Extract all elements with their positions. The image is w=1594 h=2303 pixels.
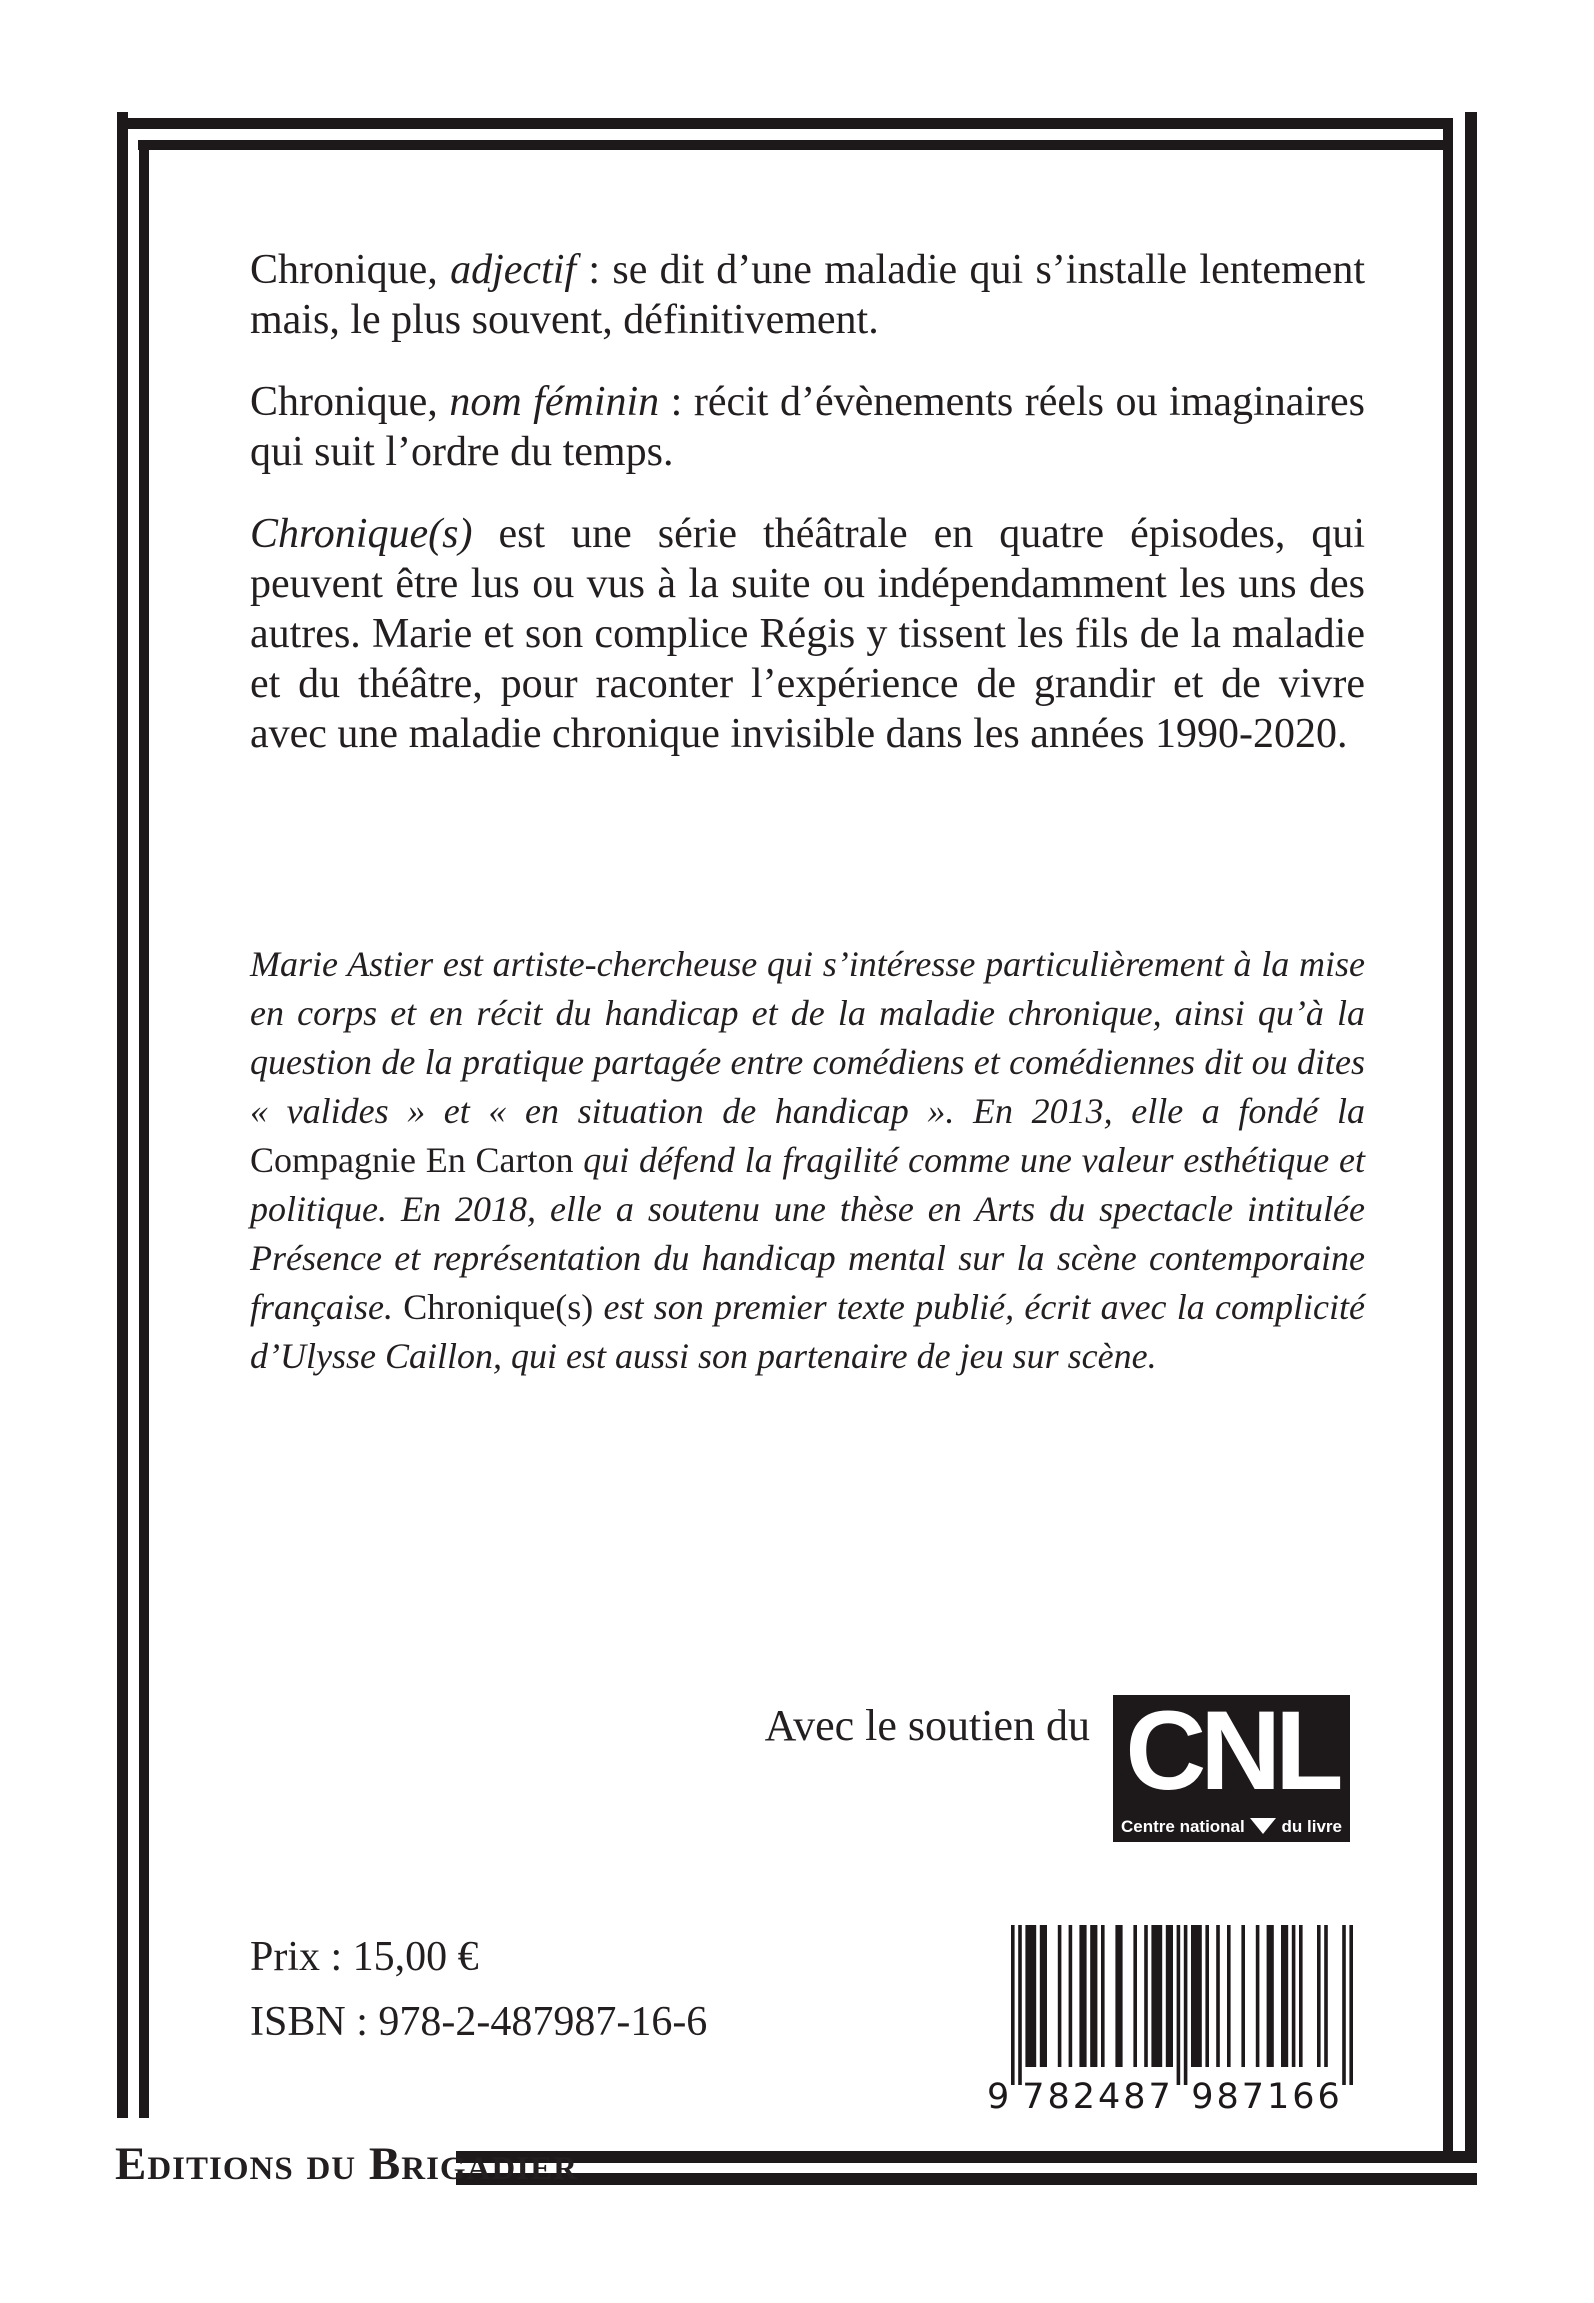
paragraph-text: Chronique,: [250, 247, 451, 293]
frame-left-inner-rule: [139, 140, 149, 2118]
isbn-label: ISBN : 978-2-487987-16-6: [250, 1999, 708, 2045]
cnl-caption-right: du livre: [1281, 1817, 1342, 1836]
definition-noun-paragraph: [250, 377, 1365, 477]
frame-left-outer-rule: [117, 112, 128, 2118]
paragraph-text: : se dit d’une maladie qui s’installe lentement mais, le plus souvent, définitivement.: [250, 247, 1365, 343]
paragraph-text: est une série théâtrale en quatre épisodes, qui peuvent être lus ou vus à la suite ou indépendamment les uns des autres. Marie et son complice Régis y tissent les fils de la maladie et du théâtre, pour raconter l’expérience de grandir et de vivre avec une maladie chronique invisible dans les années 1990-2020.: [250, 511, 1365, 757]
barcode-digits-left: 782487: [1022, 2077, 1174, 2113]
book-title: Chronique(s): [403, 1287, 594, 1327]
paragraph-text: : récit d’évènements réels ou imaginaires qui suit l’ordre du temps.: [250, 379, 1365, 475]
cnl-logo-letters: CNL: [1125, 1688, 1338, 1813]
frame-bottom-lower-rule: [456, 2173, 1477, 2185]
frame-top-outer-rule: [117, 118, 1453, 129]
term-adjectif: adjectif: [450, 247, 577, 293]
definition-adjective-paragraph: [250, 245, 1365, 345]
cnl-caption-left: Centre national: [1121, 1817, 1245, 1836]
bio-text: Marie Astier est artiste-chercheuse qui s’intéresse particulièrement à la mise en corps et en récit du handicap et de la maladie chronique, ainsi qu’à la question de la pratique partagée entre comédiens et comédiennes dit ou dites « valides » et « en situation de handicap ». En 2013, elle a fondé la: [250, 944, 1365, 1131]
paragraph-text: Chronique,: [250, 379, 450, 425]
cnl-logo-caption: [1113, 1818, 1350, 1842]
price-label: Prix : 15,00 €: [250, 1934, 479, 1980]
sponsor-text: Avec le soutien du: [764, 1701, 1090, 1750]
frame-right-inner-rule: [1443, 118, 1453, 2151]
synopsis-paragraph: [250, 509, 1365, 759]
sales-info: [250, 1925, 707, 2055]
frame-bottom-upper-rule: [456, 2151, 1477, 2163]
bio-text: est son premier texte publié, écrit avec la complicité d’Ulysse Caillon, qui est aussi son partenaire de jeu sur scène.: [250, 1287, 1365, 1376]
cnl-logo: [1113, 1688, 1350, 1842]
book-title: Chronique(s): [250, 511, 473, 557]
bio-text: qui défend la fragilité comme une valeur esthétique et politique. En 2018, elle a soutenu une thèse en Arts du spectacle intitulée Présence et représentation du handicap mental sur la scène contemporaine française.: [250, 1140, 1365, 1327]
frame-right-outer-rule: [1465, 112, 1477, 2151]
author-bio-paragraph: [250, 940, 1365, 1381]
barcode-bars: [1011, 1925, 1353, 2085]
barcode: [985, 1925, 1357, 2113]
frame-top-inner-rule: [138, 140, 1443, 150]
cnl-triangle-icon: [1250, 1818, 1276, 1834]
publisher-name: Editions du Brigadier: [115, 2138, 578, 2190]
barcode-digit-1: 9: [987, 2077, 1010, 2113]
term-nom-feminin: nom féminin: [449, 379, 660, 425]
barcode-digits-right: 987166: [1191, 2077, 1343, 2113]
company-name: Compagnie En Carton: [250, 1140, 574, 1180]
